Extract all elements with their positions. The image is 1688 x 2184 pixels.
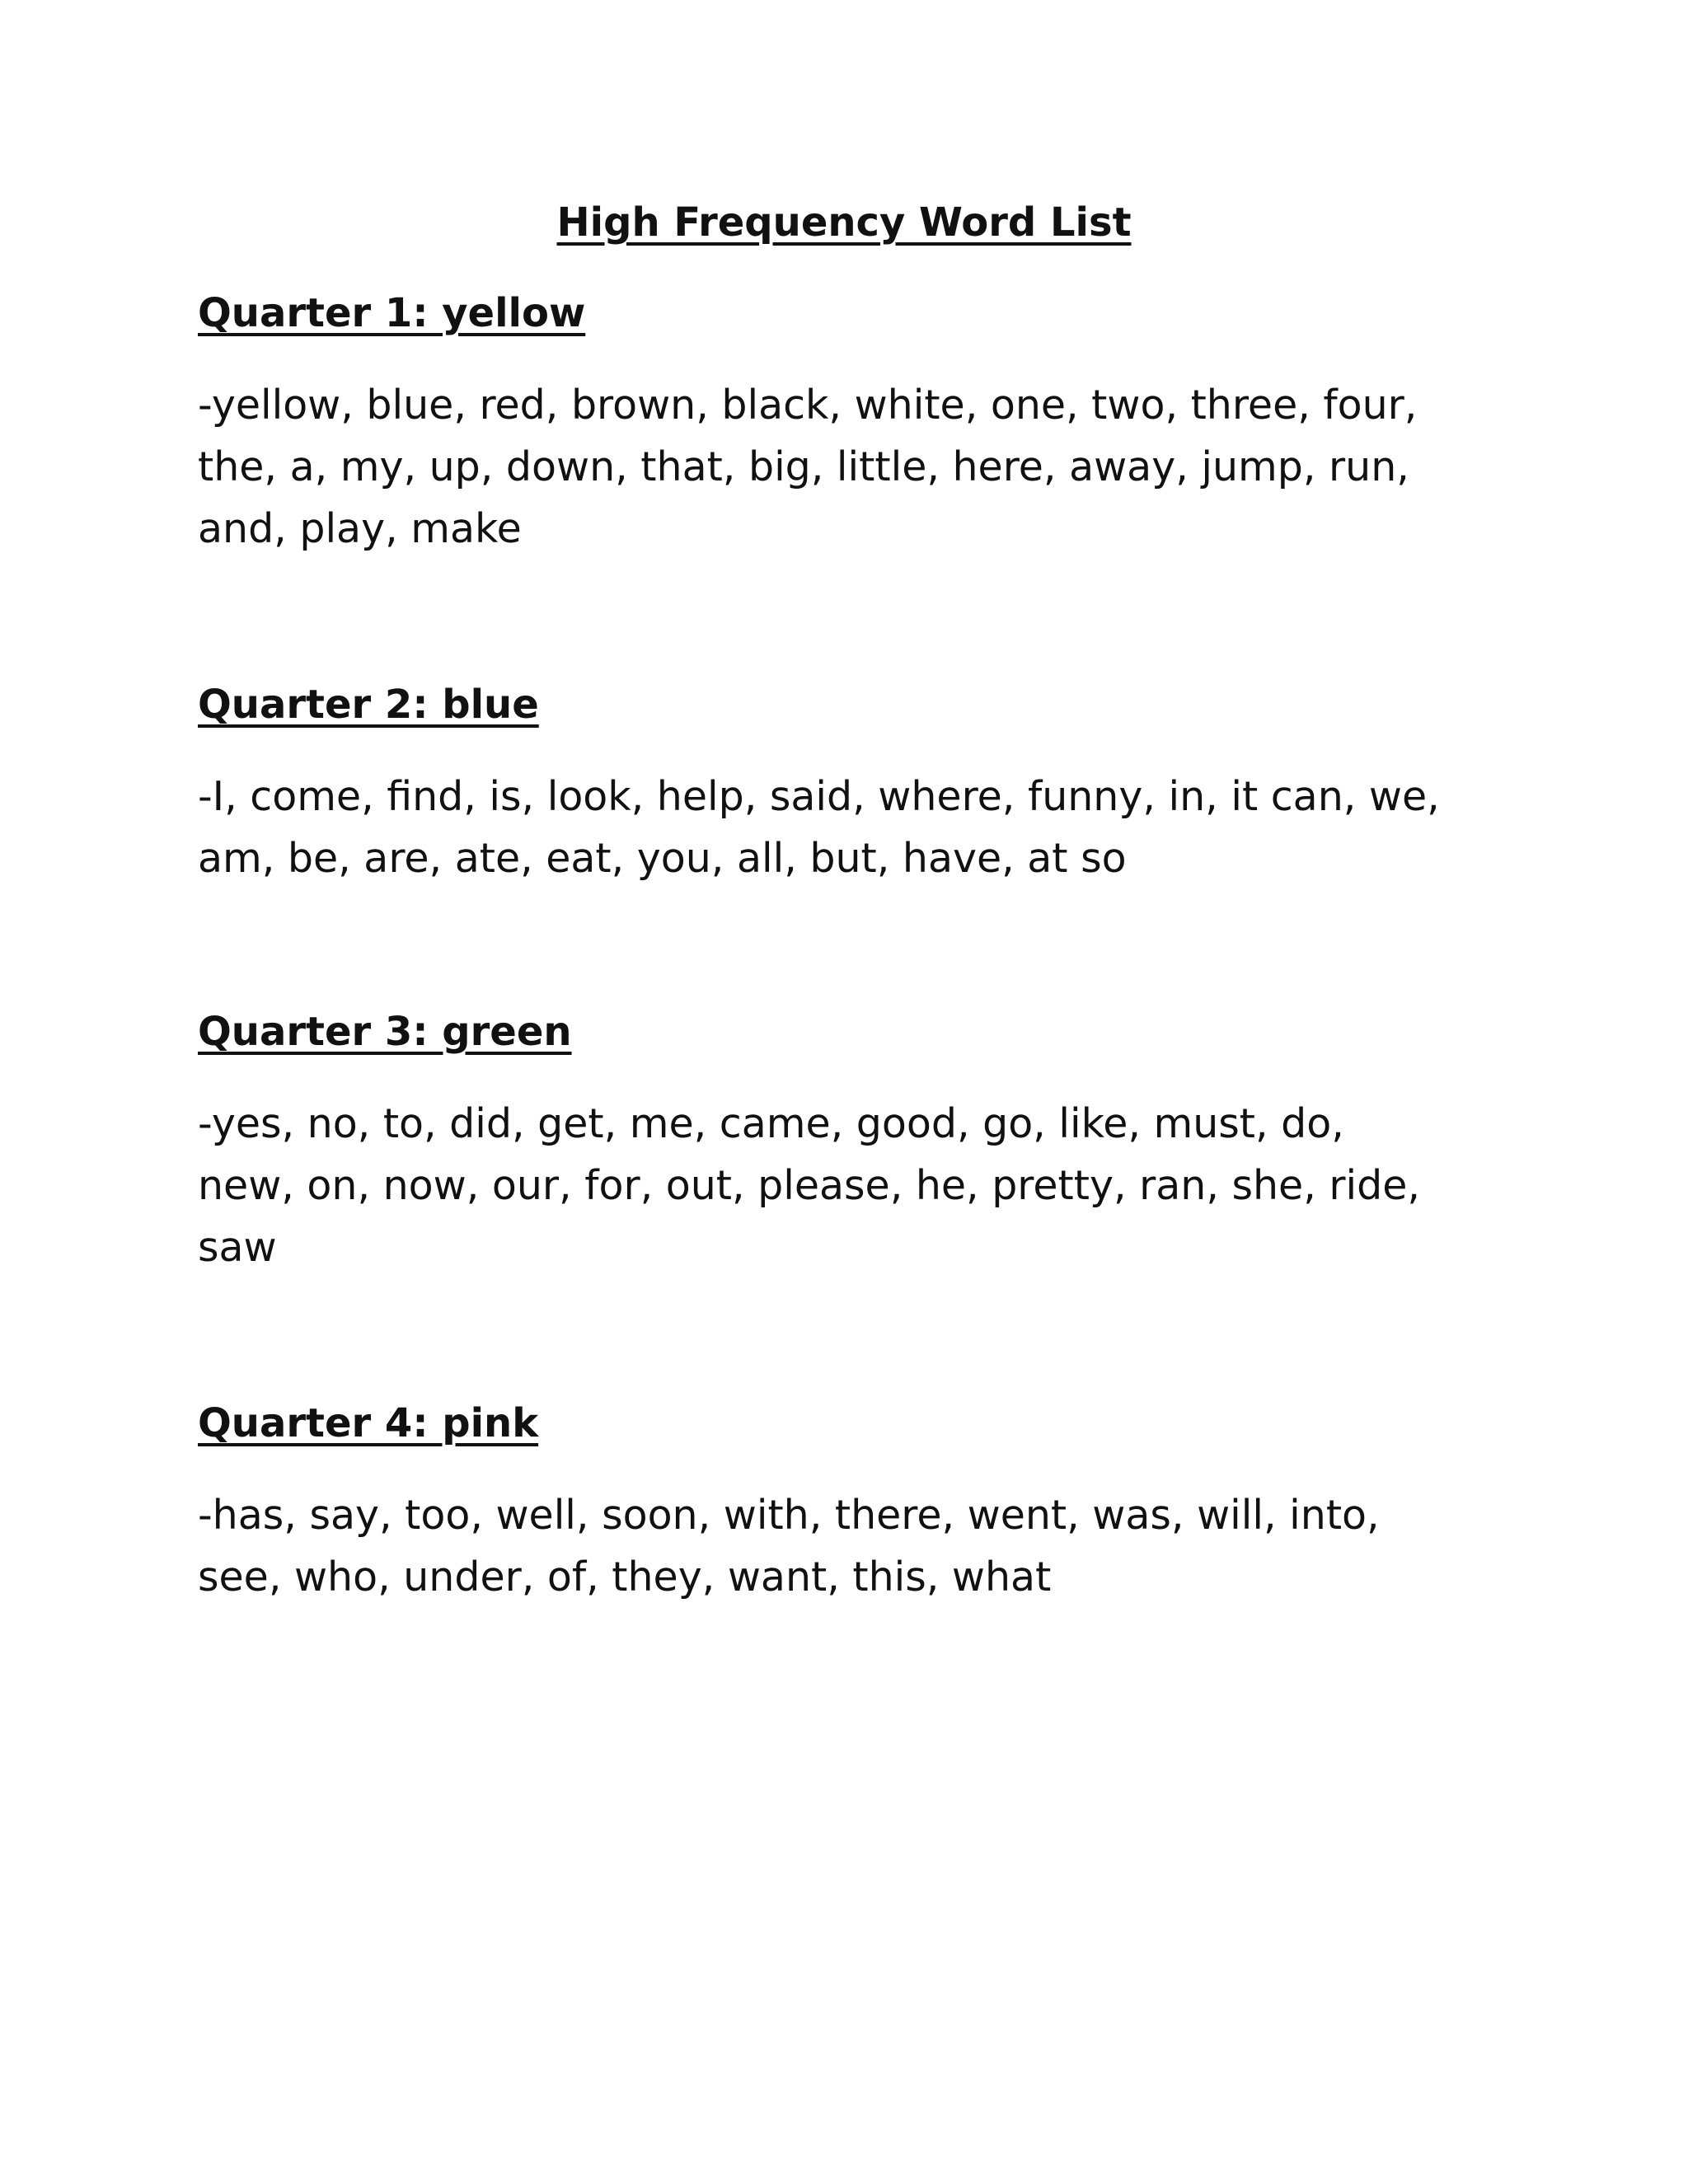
quarter-1-word-list: -yellow, blue, red, brown, black, white, one, two, three, four, the, a, my, up, down, that, big, little, here, away, jump, run, and, play, make — [198, 382, 1418, 552]
quarter-3-word-list: -yes, no, to, did, get, me, came, good, go, like, must, do, new, on, now, our, for, out, please, he, pretty, ran, she, ride, saw — [198, 1100, 1420, 1271]
quarter-1-heading: Quarter 1: yellow — [198, 290, 586, 336]
quarter-2-section — [198, 680, 1517, 889]
quarter-4-heading: Quarter 4: pink — [198, 1400, 539, 1446]
quarter-4-word-list: -has, say, too, well, soon, with, there, went, was, will, into, see, who, under, of, they, want, this, what — [198, 1492, 1380, 1601]
quarter-1-section — [198, 288, 1517, 560]
quarter-2-heading: Quarter 2: blue — [198, 682, 539, 728]
quarter-3-heading: Quarter 3: green — [198, 1009, 572, 1055]
quarter-2-word-list: -I, come, find, is, look, help, said, where, funny, in, it can, we, am, be, are, ate, eat, you, all, but, have, at so — [198, 773, 1440, 882]
document-title: High Frequency Word List — [556, 199, 1132, 246]
quarter-3-section — [198, 1007, 1517, 1278]
quarter-4-section — [198, 1399, 1517, 1608]
